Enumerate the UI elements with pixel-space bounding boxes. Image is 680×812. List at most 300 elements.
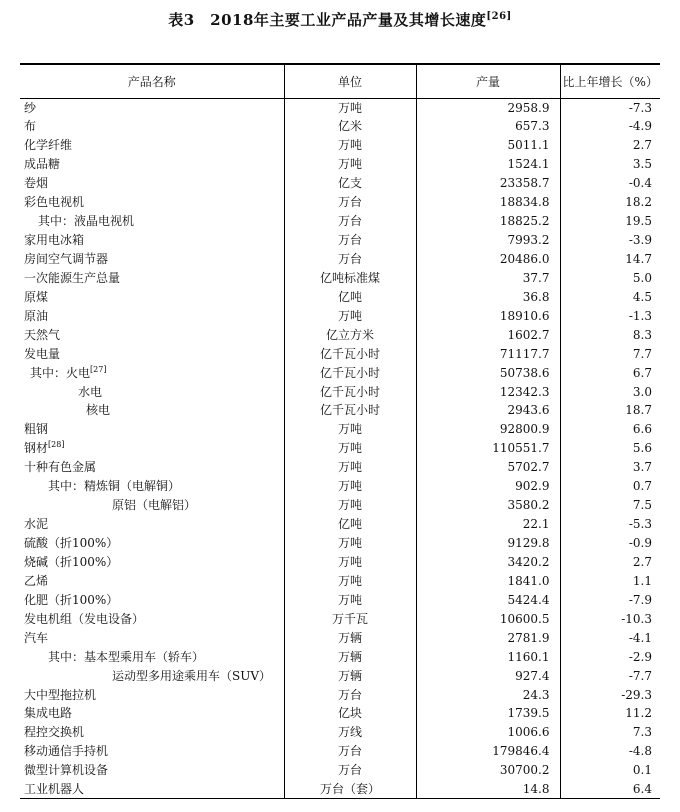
header-growth: 比上年增长（%）	[560, 64, 660, 98]
unit-cell-text: 万线	[337, 725, 362, 740]
unit-cell	[284, 155, 416, 174]
output-cell-text: 1602.7	[507, 327, 550, 342]
output-cell-text: 50738.6	[499, 365, 550, 380]
table-row	[20, 401, 660, 420]
unit-cell	[284, 458, 416, 477]
output-cell-text: 657.3	[515, 119, 550, 134]
unit-cell	[284, 401, 416, 420]
product-name-cell-text: 粗钢	[24, 422, 49, 437]
table-row	[20, 155, 660, 174]
product-name-cell-text: 彩色电视机	[24, 195, 85, 210]
growth-cell-text: -4.1	[628, 630, 652, 645]
output-cell-text: 5011.1	[507, 138, 550, 153]
output-cell	[416, 136, 560, 155]
growth-cell	[560, 666, 660, 685]
unit-cell-text: 亿支	[337, 176, 362, 191]
growth-cell-text: -4.8	[628, 744, 652, 759]
unit-cell	[284, 193, 416, 212]
unit-cell-text: 亿立方米	[325, 327, 374, 342]
growth-cell-text: 3.5	[632, 157, 652, 172]
growth-cell	[560, 496, 660, 515]
output-cell-text: 18910.6	[499, 308, 550, 323]
output-cell-text: 1006.6	[507, 725, 550, 740]
unit-cell-text: 万台	[337, 233, 362, 248]
growth-cell	[560, 382, 660, 401]
table-row	[20, 477, 660, 496]
header-output: 产量	[416, 64, 560, 98]
unit-cell	[284, 761, 416, 780]
growth-cell-text: 5.6	[632, 441, 652, 456]
growth-cell	[560, 628, 660, 647]
title-footnote-ref: [26]	[486, 11, 512, 22]
growth-cell-text: 18.2	[625, 195, 652, 210]
footnote-ref: [28]	[48, 440, 65, 450]
product-name-cell	[20, 231, 284, 250]
product-name-cell-text: 纱	[24, 100, 37, 115]
table-row	[20, 174, 660, 193]
unit-cell	[284, 515, 416, 534]
output-cell	[416, 117, 560, 136]
table-body	[20, 98, 660, 799]
unit-cell-text: 万辆	[337, 630, 362, 645]
output-cell-text: 18825.2	[499, 214, 550, 229]
output-cell	[416, 231, 560, 250]
product-name-cell-text: 汽车	[24, 630, 49, 645]
table-row	[20, 420, 660, 439]
unit-cell	[284, 590, 416, 609]
product-name-cell-text: 十种有色金属	[24, 460, 97, 475]
unit-cell	[284, 174, 416, 193]
output-cell	[416, 420, 560, 439]
unit-cell	[284, 628, 416, 647]
output-cell-text: 24.3	[522, 687, 550, 702]
output-cell	[416, 287, 560, 306]
unit-cell-text: 万台	[337, 687, 362, 702]
output-cell	[416, 704, 560, 723]
output-cell-text: 2943.6	[507, 403, 550, 418]
product-name-cell	[20, 98, 284, 117]
unit-cell-text: 万千瓦	[331, 611, 368, 626]
unit-cell-text: 亿千瓦小时	[319, 384, 380, 399]
output-cell-text: 5424.4	[507, 592, 550, 607]
growth-cell-text: 7.3	[632, 725, 652, 740]
output-cell	[416, 723, 560, 742]
product-name-cell-text: 原煤	[24, 289, 49, 304]
output-cell-text: 30700.2	[499, 763, 550, 778]
growth-cell-text: -7.3	[628, 100, 652, 115]
table-row	[20, 98, 660, 117]
growth-cell	[560, 344, 660, 363]
output-cell	[416, 628, 560, 647]
footnote-ref: [27]	[90, 364, 107, 374]
product-name-cell-text: 布	[24, 119, 37, 134]
unit-cell	[284, 212, 416, 231]
output-cell	[416, 439, 560, 458]
growth-cell-text: 3.7	[632, 460, 652, 475]
unit-cell	[284, 571, 416, 590]
growth-cell	[560, 458, 660, 477]
unit-cell	[284, 420, 416, 439]
unit-cell	[284, 477, 416, 496]
growth-cell-text: 6.6	[632, 422, 652, 437]
growth-cell	[560, 155, 660, 174]
product-name-cell	[20, 590, 284, 609]
output-cell	[416, 496, 560, 515]
product-name-cell	[20, 136, 284, 155]
growth-cell-text: 6.7	[632, 365, 652, 380]
table-header-row	[20, 64, 660, 98]
unit-cell-text: 亿千瓦小时	[319, 403, 380, 418]
growth-cell	[560, 571, 660, 590]
table-row	[20, 363, 660, 382]
unit-cell-text: 万吨	[337, 536, 362, 551]
output-cell	[416, 306, 560, 325]
growth-cell	[560, 761, 660, 780]
product-name-cell-text: 其中：液晶电视机	[38, 214, 135, 229]
product-name-cell	[20, 571, 284, 590]
unit-cell-text: 万吨	[337, 422, 362, 437]
unit-cell	[284, 363, 416, 382]
output-cell	[416, 780, 560, 799]
unit-cell-text: 万吨	[337, 308, 362, 323]
output-cell-text: 9129.8	[507, 536, 550, 551]
unit-cell	[284, 609, 416, 628]
growth-cell-text: 19.5	[625, 214, 652, 229]
unit-cell	[284, 117, 416, 136]
growth-cell-text: -7.9	[628, 592, 652, 607]
table-row	[20, 458, 660, 477]
unit-cell	[284, 685, 416, 704]
output-cell	[416, 268, 560, 287]
product-name-cell	[20, 723, 284, 742]
growth-cell	[560, 306, 660, 325]
table-row	[20, 553, 660, 572]
product-name-cell	[20, 628, 284, 647]
product-name-cell	[20, 666, 284, 685]
growth-cell-text: 0.7	[632, 479, 652, 494]
table-row	[20, 704, 660, 723]
growth-cell-text: -5.3	[628, 517, 652, 532]
product-name-cell-text: 原铝（电解铝）	[112, 498, 197, 513]
unit-cell-text: 万吨	[337, 138, 362, 153]
growth-cell-text: 14.7	[625, 251, 652, 266]
unit-cell-text: 万吨	[337, 100, 362, 115]
unit-cell-text: 亿米	[337, 119, 362, 134]
output-cell	[416, 590, 560, 609]
table-row	[20, 439, 660, 458]
product-name-cell	[20, 174, 284, 193]
product-name-cell-text: 程控交换机	[24, 725, 85, 740]
output-cell-text: 10600.5	[499, 611, 550, 626]
output-cell	[416, 401, 560, 420]
unit-cell	[284, 231, 416, 250]
product-name-cell-text: 钢材	[24, 441, 49, 456]
growth-cell-text: 6.4	[632, 781, 652, 796]
growth-cell-text: -3.9	[628, 233, 652, 248]
growth-cell-text: 5.0	[632, 270, 652, 285]
unit-cell-text: 亿块	[337, 706, 362, 721]
table-row	[20, 628, 660, 647]
growth-cell-text: -0.9	[628, 536, 652, 551]
unit-cell-text: 万吨	[337, 479, 362, 494]
product-name-cell	[20, 420, 284, 439]
table-row	[20, 117, 660, 136]
unit-cell-text: 万吨	[337, 498, 362, 513]
table-row	[20, 666, 660, 685]
product-name-cell	[20, 325, 284, 344]
product-name-cell-text: 水电	[78, 384, 103, 399]
growth-cell	[560, 287, 660, 306]
product-name-cell	[20, 647, 284, 666]
unit-cell	[284, 496, 416, 515]
product-name-cell-text: 硫酸（折100%）	[24, 536, 119, 551]
growth-cell	[560, 136, 660, 155]
product-name-cell-text: 家用电冰箱	[24, 233, 85, 248]
table-row	[20, 306, 660, 325]
output-cell-text: 3580.2	[507, 498, 550, 513]
unit-cell	[284, 780, 416, 799]
growth-cell	[560, 193, 660, 212]
table-row	[20, 496, 660, 515]
output-cell	[416, 742, 560, 761]
product-name-cell	[20, 609, 284, 628]
unit-cell	[284, 704, 416, 723]
output-cell-text: 2958.9	[507, 100, 550, 115]
header-unit: 单位	[284, 64, 416, 98]
growth-cell	[560, 685, 660, 704]
product-name-cell-text: 成品糖	[24, 157, 61, 172]
unit-cell-text: 万吨	[337, 573, 362, 588]
product-name-cell	[20, 439, 284, 458]
growth-cell	[560, 420, 660, 439]
growth-cell	[560, 117, 660, 136]
unit-cell	[284, 287, 416, 306]
industrial-output-table	[20, 63, 660, 799]
unit-cell-text: 亿吨标准煤	[319, 270, 380, 285]
product-name-cell	[20, 477, 284, 496]
product-name-cell	[20, 268, 284, 287]
product-name-cell	[20, 534, 284, 553]
growth-cell	[560, 590, 660, 609]
product-name-cell-text: 其中：火电	[30, 365, 91, 380]
unit-cell	[284, 553, 416, 572]
product-name-cell-text: 原油	[24, 308, 49, 323]
table-row	[20, 193, 660, 212]
unit-cell	[284, 268, 416, 287]
growth-cell-text: -1.3	[628, 308, 652, 323]
growth-cell-text: 11.2	[625, 706, 652, 721]
growth-cell	[560, 212, 660, 231]
growth-cell-text: -29.3	[621, 687, 652, 702]
product-name-cell-text: 化肥（折100%）	[24, 592, 119, 607]
growth-cell	[560, 723, 660, 742]
growth-cell-text: -7.7	[628, 668, 652, 683]
product-name-cell-text: 化学纤维	[24, 138, 73, 153]
table-row	[20, 515, 660, 534]
product-name-cell-text: 烧碱（折100%）	[24, 554, 119, 569]
output-cell	[416, 155, 560, 174]
table-row	[20, 287, 660, 306]
unit-cell	[284, 666, 416, 685]
unit-cell-text: 亿吨	[337, 517, 362, 532]
growth-cell	[560, 401, 660, 420]
output-cell	[416, 553, 560, 572]
growth-cell	[560, 268, 660, 287]
unit-cell	[284, 344, 416, 363]
growth-cell	[560, 250, 660, 269]
output-cell-text: 18834.8	[499, 195, 550, 210]
growth-cell	[560, 477, 660, 496]
unit-cell-text: 万台	[337, 251, 362, 266]
header-product-name: 产品名称	[20, 64, 284, 98]
table-row	[20, 534, 660, 553]
output-cell-text: 1524.1	[507, 157, 550, 172]
table-title-text: 表3 2018年主要工业产品产量及其增长速度	[168, 11, 487, 29]
growth-cell-text: -2.9	[628, 649, 652, 664]
output-cell	[416, 250, 560, 269]
product-name-cell	[20, 685, 284, 704]
growth-cell	[560, 515, 660, 534]
product-name-cell	[20, 250, 284, 269]
output-cell-text: 23358.7	[499, 176, 550, 191]
growth-cell-text: -4.9	[628, 119, 652, 134]
product-name-cell	[20, 193, 284, 212]
unit-cell-text: 万台（套）	[319, 781, 380, 796]
growth-cell	[560, 704, 660, 723]
growth-cell	[560, 609, 660, 628]
product-name-cell-text: 大中型拖拉机	[24, 687, 97, 702]
output-cell-text: 36.8	[522, 289, 550, 304]
unit-cell	[284, 250, 416, 269]
product-name-cell	[20, 780, 284, 799]
unit-cell-text: 万辆	[337, 649, 362, 664]
product-name-cell-text: 其中：精炼铜（电解铜）	[48, 479, 181, 494]
table-row	[20, 571, 660, 590]
unit-cell-text: 亿千瓦小时	[319, 365, 380, 380]
product-name-cell-text: 发电量	[24, 346, 61, 361]
output-cell-text: 1160.1	[507, 649, 550, 664]
growth-cell-text: 2.7	[632, 554, 652, 569]
growth-cell-text: 7.7	[632, 346, 652, 361]
output-cell-text: 37.7	[522, 270, 550, 285]
product-name-cell	[20, 212, 284, 231]
unit-cell	[284, 439, 416, 458]
table-row	[20, 685, 660, 704]
output-cell-text: 12342.3	[499, 384, 550, 399]
product-name-cell	[20, 496, 284, 515]
output-cell	[416, 647, 560, 666]
growth-cell-text: 4.5	[632, 289, 652, 304]
product-name-cell	[20, 287, 284, 306]
product-name-cell-text: 运动型多用途乘用车（SUV）	[112, 668, 272, 683]
growth-cell-text: 18.7	[625, 403, 652, 418]
output-cell-text: 110551.7	[492, 441, 550, 456]
output-cell	[416, 685, 560, 704]
table-row	[20, 382, 660, 401]
output-cell	[416, 344, 560, 363]
output-cell-text: 927.4	[515, 668, 550, 683]
output-cell-text: 1739.5	[507, 706, 550, 721]
unit-cell-text: 万台	[337, 195, 362, 210]
output-cell-text: 20486.0	[499, 251, 550, 266]
product-name-cell	[20, 761, 284, 780]
product-name-cell	[20, 704, 284, 723]
unit-cell	[284, 325, 416, 344]
unit-cell	[284, 382, 416, 401]
table-row	[20, 231, 660, 250]
unit-cell	[284, 98, 416, 117]
product-name-cell	[20, 401, 284, 420]
output-cell	[416, 193, 560, 212]
table-title	[0, 9, 680, 30]
table-row	[20, 742, 660, 761]
product-name-cell-text: 核电	[86, 403, 111, 418]
growth-cell	[560, 534, 660, 553]
product-name-cell	[20, 742, 284, 761]
product-name-cell-text: 移动通信手持机	[24, 744, 109, 759]
output-cell	[416, 761, 560, 780]
output-cell-text: 2781.9	[507, 630, 550, 645]
output-cell	[416, 363, 560, 382]
product-name-cell	[20, 382, 284, 401]
unit-cell	[284, 647, 416, 666]
product-name-cell	[20, 306, 284, 325]
output-cell	[416, 382, 560, 401]
table-row	[20, 761, 660, 780]
growth-cell	[560, 553, 660, 572]
growth-cell-text: 7.5	[632, 498, 652, 513]
growth-cell	[560, 780, 660, 799]
output-cell	[416, 666, 560, 685]
output-cell	[416, 458, 560, 477]
output-cell	[416, 325, 560, 344]
growth-cell-text: 1.1	[632, 573, 652, 588]
table-row	[20, 609, 660, 628]
table-row	[20, 780, 660, 799]
output-cell	[416, 534, 560, 553]
product-name-cell-text: 其中：基本型乘用车（轿车）	[48, 649, 205, 664]
output-cell-text: 7993.2	[507, 233, 550, 248]
output-cell	[416, 571, 560, 590]
table-row	[20, 723, 660, 742]
growth-cell	[560, 98, 660, 117]
output-cell	[416, 98, 560, 117]
product-name-cell-text: 集成电路	[24, 706, 73, 721]
growth-cell	[560, 742, 660, 761]
growth-cell-text: 2.7	[632, 138, 652, 153]
unit-cell-text: 亿千瓦小时	[319, 346, 380, 361]
growth-cell-text: 0.1	[632, 763, 652, 778]
product-name-cell-text: 工业机器人	[24, 781, 85, 796]
output-cell-text: 179846.4	[492, 744, 550, 759]
unit-cell-text: 万台	[337, 744, 362, 759]
output-cell-text: 3420.2	[507, 554, 550, 569]
growth-cell-text: 3.0	[632, 384, 652, 399]
table-row	[20, 250, 660, 269]
product-name-cell	[20, 363, 284, 382]
unit-cell-text: 万吨	[337, 441, 362, 456]
output-cell	[416, 515, 560, 534]
table-row	[20, 268, 660, 287]
unit-cell-text: 亿吨	[337, 289, 362, 304]
table-row	[20, 590, 660, 609]
table-row	[20, 212, 660, 231]
table-row	[20, 325, 660, 344]
table-row	[20, 647, 660, 666]
product-name-cell-text: 乙烯	[24, 573, 49, 588]
output-cell-text: 22.1	[522, 517, 550, 532]
growth-cell-text: 8.3	[632, 327, 652, 342]
